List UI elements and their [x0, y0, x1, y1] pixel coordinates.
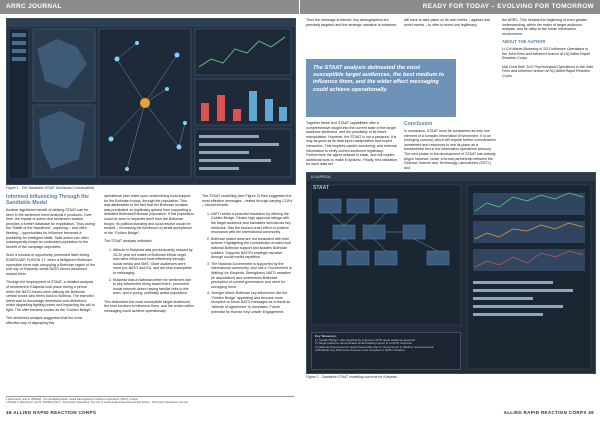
right-column-3: [502, 18, 594, 83]
paragraph: will have to take place on its own merits – against real world events – to offer in-event use legitimacy.: [404, 18, 490, 27]
paragraph: operational plan relied upon undermining local support for the Bothnian troops, through the population. This was attributable to the fact that the Bothnian invasion was predicated on legitimacy gained from supporting a defeated Bothnian/Estonian population. If this population could be seen to separate itself from the Bothnian troops, its political standing and local resolve would be eroded – increasing the likelihood of partial acceptance of the “Golden Bridge”.: [104, 194, 194, 235]
conclusion-heading: Conclusion: [404, 121, 433, 127]
page-footer-right: ALLIED RAPID REACTION CORPS 49: [503, 410, 594, 415]
figure2-tab: KLAIPEDA: [307, 173, 595, 181]
figure2-staat-model: [306, 172, 596, 374]
takeaway-item: 1) “Golden Bridge” offer significantly improves NATO target audience approval.: [315, 337, 416, 342]
left-column-3: [202, 194, 294, 318]
takeaway-item: 2) Target Audience demonstrates limited lasting impact to a NATO response.: [315, 341, 413, 346]
right-column-1: [306, 121, 398, 171]
left-column-2: [104, 194, 194, 318]
paragraph: Thus the message is framed, key demographics are precisely targeted and the strategic narrative is bolstered.: [306, 18, 398, 27]
staat-analysis-list: [104, 248, 194, 296]
right-page: [300, 0, 600, 424]
list-item: 2. Bothnian stated aims are not consistent with their actions. Highlighting the contradiction erodes local national Bothnian support and isolates Bothnian soldiers. Supports NATO's strategic narrative through social media repetition.: [211, 237, 294, 260]
paragraph: This delineated the most susceptible target audiences, the best medium to influence them, and the action within messaging could achieve operationally.: [104, 299, 194, 314]
right-column-2-top: [404, 18, 496, 31]
list-item: 4. Younger ethnic Bothnian key influencers like the “Golden Bridge” appealing and become more receptive to future NATO messages as a result as “attitude of agreement” is increased. Future potential for Human Key Leader Engagement.: [211, 291, 294, 314]
paragraph: The STAAT modelling (see Figure 2) then suggested the most effective messages – tested through varying COA's – should include:: [202, 194, 293, 208]
list-item: 2. Klaipeda was a National centre for sentiment due to key influencers being based there, prominent social network actors having familial links to the town, and a young, politically active population.: [113, 278, 194, 296]
list-item: 1. NATO seeks a peaceful resolution by offering the Golden Bridge. Cluster high approval ratings with the target audience and translates well across key mediums. Has the second order effect of positive resonance with the international community.: [211, 212, 294, 235]
running-header-right: READY FOR TODAY – EVOLVING FOR TOMORROW: [300, 0, 600, 14]
footnotes: [6, 396, 294, 404]
messages-list: [202, 212, 294, 314]
paragraph: the ARRC. This heralds the beginning of even greater understanding, within the realm of target audience analysis, and its utility to the future information environment.: [502, 18, 588, 36]
takeaway-item: 4) Bothnian key influencers become more receptive to NATO narrative.: [315, 348, 406, 353]
list-item: 3. The National Government is supported by the international community, and has a ‘Government in Waiting’ for Klaipeda. Strengthens NATO narrative (ie association) and undermines Bothnian perception of current governance and need for occupying force.: [211, 262, 294, 290]
key-takeaways-box: [311, 332, 461, 370]
list-item: 1. Attitude in Klaipeda was predominantly shaped by 15-20 year old males of Bothnian ethnic origin, who were influenced most effectively through social media and SMS. Older audiences were more pro-NATO and EU, and are less susceptible to messaging.: [113, 248, 194, 276]
paragraph: The STAAT analysis indicated:: [104, 239, 153, 244]
about-the-author-heading: ABOUT THE AUTHOR: [502, 39, 546, 45]
footnote: 1 Manches D. and N. Whitfield, ‘The Sandtable Model: Social Data Applied to Influence Operations’ (2016), London.: [6, 398, 139, 401]
author-bio: Maj Chris Bell, SO2 Psychological Operations in the Joint Fires and Influence branch at HQ Allied Rapid Reaction Corps.: [502, 64, 594, 78]
figure2-title: STAAT: [313, 185, 329, 191]
figure2-caption: Figure 2 - Sandtable STAAT modelling outcome for Klaipeda.: [306, 375, 398, 379]
key-takeaways-title: Key Takeaways:: [315, 334, 338, 338]
section-heading-informed-influencing: Informed Influencing Through the Sandtable Model: [6, 194, 89, 206]
right-column-1-top: [306, 18, 398, 31]
dashboard-illustration: [7, 19, 295, 184]
takeaway-item: 3) National Government is viewed favourably due to “Government in Waiting” announcement.: [315, 344, 435, 349]
footnote: 2 Posted in Manches D. and N. Whitfield (2017), ‘Information Operations: The role of social media in Exercise Arrcade Fusion’, Information Operations Journal.: [6, 401, 189, 405]
paragraph: In conclusion, STAAT must be considered as only one element of a complex Information Environment. It is an emerging concept, which will require further consideration investment and resources to see its place as a fundamental tool in the information operations armoury. The next phase in the development of STAAT has already begun however, under a formal partnership between the Defence Science and Technology Laboratories (DSTL) and: [404, 129, 496, 170]
left-column-1: [6, 194, 96, 330]
pull-quote: The STAAT analysis delineated the most susceptible target audiences, the best medium to influence them, and the wider effect messaging could achieve operationally.: [306, 59, 456, 117]
running-header-left: ARRC JOURNAL: [0, 0, 300, 14]
figure1-dashboard: [6, 18, 296, 185]
paragraph: Such a window of opportunity presented itself during EXARCADE FUSION 17, when a belligerent Bothnian opposition force was occupying a Bothnian region of the port city of Klaipeda, whilst NATO forces advanced toward them.: [6, 253, 96, 276]
paragraph: Another significant benefit of utilising STAAT can be seen in the sentiment trend analysis it produces. Over time, the impact of action and sentiment reaction provides a further database for exploitation. Thus during the “Battle of the Narratives”, capturing – and often fleeting – opportunities for influence becomes a possibility for intelligent staffs. Swift action can often subsequently shape an undecided population to the benefit of the campaign objectives.: [6, 208, 96, 249]
paragraph: Through the employment of STAAT, a detailed analysis of sentiment in Klaipeda took place during a period when the NATO forces were utilising the Bothnian central forces who threw back to Bothnia. The intended intent was to encourage desertions and defections, whilst degrading fighting power and impacting the will to fight. The offer became known as the “Golden Bridge”.: [6, 280, 95, 312]
author-bio: Lt Col Martin Browning is SO1 Influence Operations in the Joint Fires and Influence branch at HQ Allied Rapid Reaction Corps.: [502, 46, 590, 61]
paragraph: Together these four STAAT capabilities offer a comprehensive insight into the current state of the target audience sentiment, and the possibility of its future manipulation. However, the STAAT is not a panacea. It is only as good as its data input manipulation and expert interaction. This requires careful monitoring, and external information to verify current sentiment legitimacy. Furthermore the agent network is static, and will require additional work to make it dynamic. Finally, test validation for each data set: [306, 121, 398, 167]
page-footer-left: 48 ALLIED RAPID REACTION CORPS: [6, 410, 97, 415]
figure1-caption: Figure 1 - The Sandtable STAAT Dashboard (Unclassified).: [6, 186, 95, 190]
conclusion-column: [404, 121, 496, 174]
paragraph: The sentiment analysis suggested that the most effective way of displaying this: [6, 316, 83, 326]
